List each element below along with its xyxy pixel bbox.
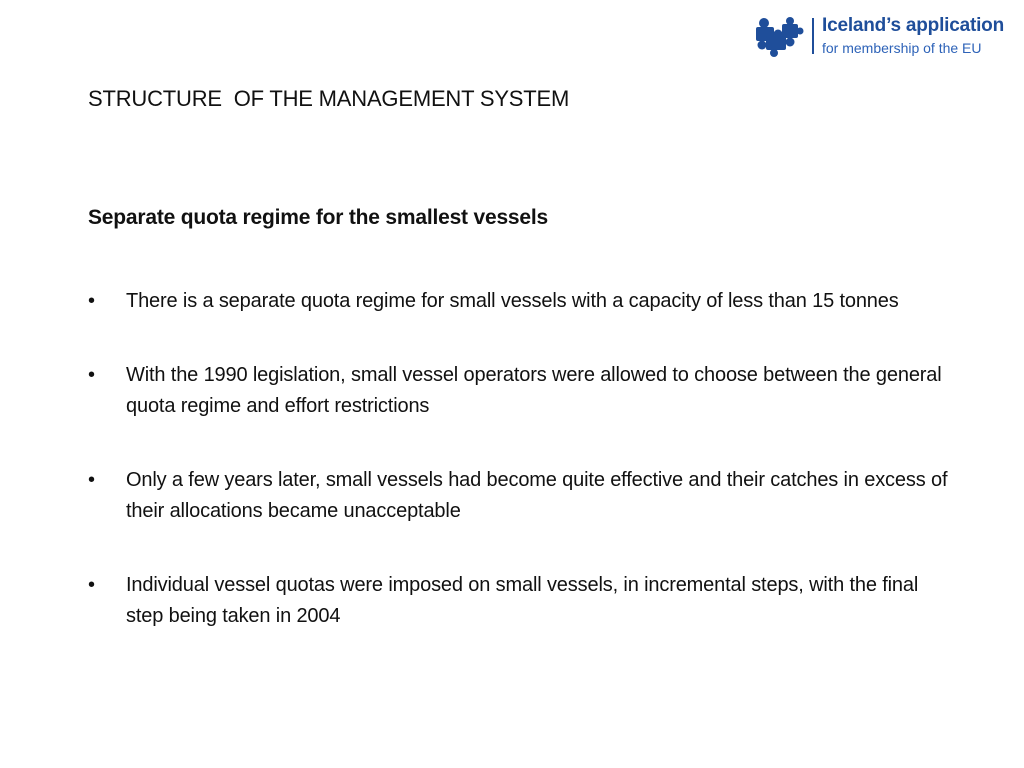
bullet-text: There is a separate quota regime for small vessels with a capacity of less than 15 tonnes (126, 290, 899, 312)
bullet-text: Only a few years later, small vessels had become quite effective and their catches in excess of their allocations became unacceptable (126, 469, 948, 522)
logo (752, 14, 1012, 58)
bullet-text: Individual vessel quotas were imposed on small vessels, in incremental steps, with the final step being taken in 2004 (126, 574, 919, 627)
bullet-text: With the 1990 legislation, small vessel operators were allowed to choose between the general quota regime and effort restrictions (126, 364, 942, 417)
bullet-list (88, 286, 948, 675)
logo-divider (812, 18, 814, 54)
section-heading: Separate quota regime for the smallest vessels (88, 206, 548, 229)
bullet-item (88, 570, 948, 632)
logo-tagline: for membership of the EU (822, 40, 982, 56)
bullet-marker: • (88, 574, 95, 596)
bullet-marker: • (88, 364, 95, 386)
logo-title: Iceland’s application (822, 15, 1004, 36)
bullet-marker: • (88, 469, 95, 491)
bullet-item (88, 286, 948, 317)
slide-title: STRUCTURE OF THE MANAGEMENT SYSTEM (88, 86, 570, 111)
bullet-marker: • (88, 290, 95, 312)
puzzle-pieces-icon (752, 14, 804, 58)
bullet-item (88, 465, 948, 527)
bullet-item (88, 360, 948, 422)
